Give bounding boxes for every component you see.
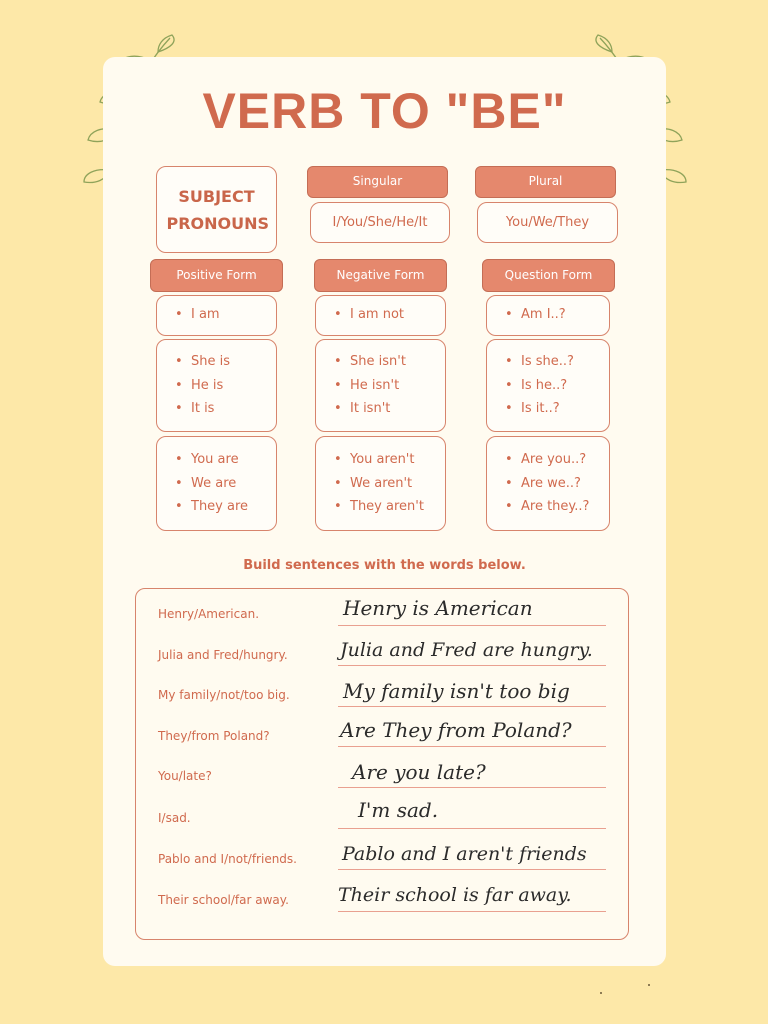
- list-item: • Are you..?: [505, 448, 609, 472]
- list-item: • Is he..?: [505, 374, 609, 398]
- plural-pronouns-box: [477, 202, 618, 243]
- list-item: • You aren't: [334, 448, 445, 472]
- exercise-answer-8[interactable]: Their school is far away.: [338, 884, 572, 906]
- exercise-answer-2[interactable]: Julia and Fred are hungry.: [340, 639, 593, 661]
- list-item: • She isn't: [334, 350, 445, 374]
- exercise-prompt-3: My family/not/too big.: [158, 688, 290, 702]
- negative-group-3: [315, 436, 446, 531]
- exercise-prompt-7: Pablo and I/not/friends.: [158, 852, 297, 866]
- list-item: • Is she..?: [505, 350, 609, 374]
- answer-line-2: [338, 665, 606, 666]
- list-item: • It isn't: [334, 397, 445, 421]
- exercise-prompt-8: Their school/far away.: [158, 893, 289, 907]
- answer-line-4: [338, 746, 606, 747]
- list-item: • Is it..?: [505, 397, 609, 421]
- question-form-header: [482, 259, 615, 292]
- subject-pronouns-label: SUBJECT PRONOUNS: [166, 186, 270, 233]
- singular-label: Singular: [352, 174, 403, 188]
- answer-line-7: [338, 869, 606, 870]
- exercise-prompt-1: Henry/American.: [158, 607, 260, 621]
- answer-line-8: [338, 911, 606, 912]
- list-item: • He is: [175, 374, 276, 398]
- singular-pronouns: I/You/She/He/It: [332, 215, 428, 230]
- list-item: • It is: [175, 397, 276, 421]
- page-title: VERB TO "BE": [202, 83, 567, 139]
- exercise-prompt-2: Julia and Fred/hungry.: [158, 648, 288, 662]
- question-group-2: [486, 339, 610, 432]
- question-group-3: [486, 436, 610, 531]
- speck-dot: [600, 992, 602, 994]
- exercise-answer-7[interactable]: Pablo and I aren't friends: [342, 843, 587, 865]
- list-item: • We are: [175, 472, 276, 496]
- positive-group-3: [156, 436, 277, 531]
- answer-line-5: [338, 787, 606, 788]
- exercise-answer-6[interactable]: I'm sad.: [358, 798, 439, 822]
- question-group-1: [486, 295, 610, 336]
- negative-group-1: [315, 295, 446, 336]
- list-item: • He isn't: [334, 374, 445, 398]
- list-item: • They aren't: [334, 495, 445, 519]
- negative-form-label: Negative Form: [336, 268, 425, 282]
- subject-pronouns-box: [156, 166, 277, 253]
- answer-line-1: [338, 625, 606, 626]
- list-item: • Am I..?: [505, 303, 609, 327]
- list-item: • I am not: [334, 303, 445, 327]
- answer-line-6: [338, 828, 606, 829]
- question-form-label: Question Form: [504, 268, 593, 282]
- exercise-answer-1[interactable]: Henry is American: [343, 596, 533, 620]
- positive-group-1: [156, 295, 277, 336]
- singular-pronouns-box: [310, 202, 450, 243]
- exercise-prompt-5: You/late?: [158, 769, 212, 783]
- positive-form-label: Positive Form: [176, 268, 257, 282]
- instruction-text: Build sentences with the words below.: [243, 558, 526, 573]
- negative-group-2: [315, 339, 446, 432]
- list-item: • We aren't: [334, 472, 445, 496]
- singular-header: [307, 166, 448, 198]
- list-item: • Are they..?: [505, 495, 609, 519]
- positive-group-2: [156, 339, 277, 432]
- plural-header: [475, 166, 616, 198]
- exercise-prompt-4: They/from Poland?: [158, 729, 270, 743]
- exercise-prompt-6: I/sad.: [158, 811, 191, 825]
- list-item: • You are: [175, 448, 276, 472]
- list-item: • She is: [175, 350, 276, 374]
- list-item: • Are we..?: [505, 472, 609, 496]
- exercise-answer-3[interactable]: My family isn't too big: [343, 679, 570, 703]
- positive-form-header: [150, 259, 283, 292]
- speck-dot: [648, 984, 650, 986]
- plural-pronouns: You/We/They: [505, 215, 590, 230]
- list-item: • I am: [175, 303, 276, 327]
- negative-form-header: [314, 259, 447, 292]
- answer-line-3: [338, 706, 606, 707]
- plural-label: Plural: [528, 174, 563, 188]
- exercise-answer-4[interactable]: Are They from Poland?: [340, 718, 572, 742]
- exercise-answer-5[interactable]: Are you late?: [352, 760, 486, 784]
- list-item: • They are: [175, 495, 276, 519]
